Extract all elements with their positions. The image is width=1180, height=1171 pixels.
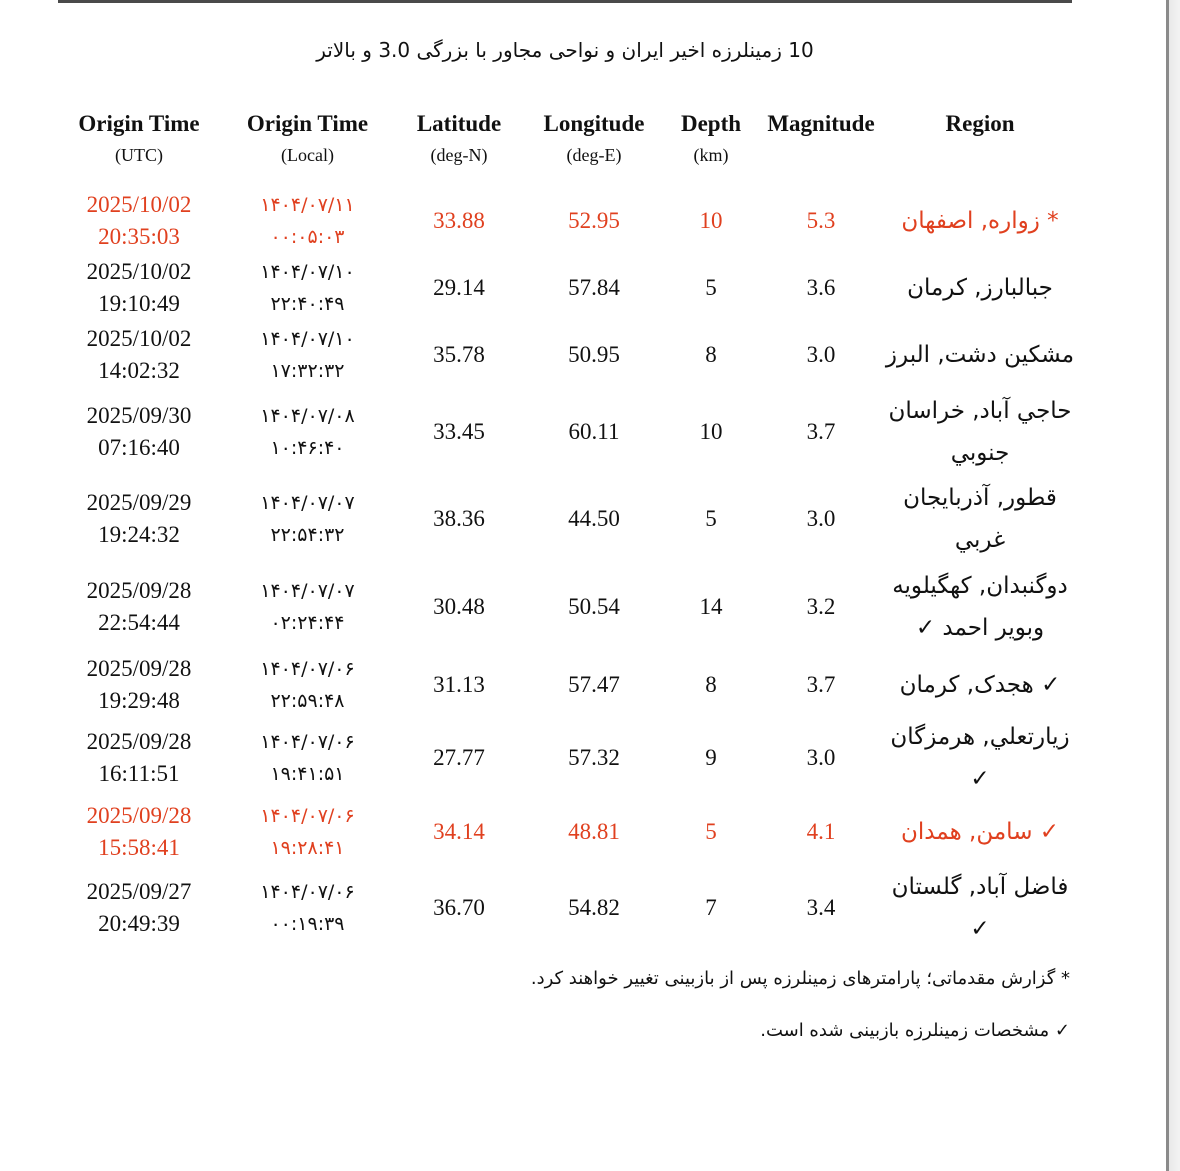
longitude-value: 54.82 bbox=[568, 895, 620, 920]
local-time: ۲۲:۴۰:۴۹ bbox=[270, 293, 345, 315]
utc-time: 16:11:51 bbox=[98, 761, 180, 786]
region-value: قطور, آذربايجان غربي bbox=[903, 485, 1057, 553]
local-time: ۲۲:۵۴:۳۲ bbox=[270, 524, 345, 546]
utc-time: 15:58:41 bbox=[98, 835, 180, 860]
header-unit: (deg-E) bbox=[566, 145, 622, 165]
cell-depth bbox=[670, 255, 752, 321]
local-date: ۱۴۰۴/۰۷/۰۶ bbox=[260, 881, 355, 903]
cell-magnitude bbox=[760, 391, 882, 473]
utc-time: 19:24:32 bbox=[98, 522, 180, 547]
table-row bbox=[0, 867, 1130, 949]
cell-magnitude bbox=[760, 799, 882, 865]
page-title: 10 زمینلرزه اخیر ایران و نواحی مجاور با بزرگی 3.0 و بالاتر bbox=[316, 38, 814, 62]
local-date: ۱۴۰۴/۰۷/۰۷ bbox=[260, 580, 355, 602]
table-row bbox=[0, 799, 1130, 865]
utc-time: 20:49:39 bbox=[98, 911, 180, 936]
cell-longitude bbox=[530, 255, 658, 321]
utc-time: 07:16:40 bbox=[98, 435, 180, 460]
cell-latitude bbox=[405, 566, 513, 648]
cell-depth bbox=[670, 322, 752, 388]
longitude-value: 50.54 bbox=[568, 594, 620, 619]
cell-origin-local bbox=[230, 255, 385, 321]
depth-value: 14 bbox=[699, 594, 723, 619]
header-unit: (UTC) bbox=[115, 145, 163, 165]
cell-magnitude bbox=[760, 322, 882, 388]
cell-magnitude bbox=[760, 566, 882, 648]
region-value: جبالبارز, کرمان bbox=[907, 275, 1053, 301]
cell-origin-utc bbox=[60, 725, 218, 791]
cell-longitude bbox=[530, 799, 658, 865]
page-edge bbox=[1160, 0, 1180, 1171]
local-time: ۲۲:۵۹:۴۸ bbox=[270, 690, 345, 712]
latitude-value: 38.36 bbox=[433, 506, 485, 531]
cell-longitude bbox=[530, 391, 658, 473]
utc-date: 2025/09/30 bbox=[86, 403, 192, 428]
depth-value: 8 bbox=[705, 672, 717, 697]
header-depth bbox=[670, 108, 752, 170]
table-row bbox=[0, 188, 1130, 254]
cell-origin-utc bbox=[60, 322, 218, 388]
depth-value: 7 bbox=[705, 895, 717, 920]
utc-date: 2025/10/02 bbox=[86, 192, 192, 217]
longitude-value: 50.95 bbox=[568, 342, 620, 367]
utc-date: 2025/09/28 bbox=[86, 729, 192, 754]
local-time: ۰۰:۰۵:۰۳ bbox=[270, 226, 345, 248]
latitude-value: 27.77 bbox=[433, 745, 485, 770]
cell-region bbox=[880, 322, 1080, 388]
header-magnitude bbox=[760, 108, 882, 140]
cell-region bbox=[880, 799, 1080, 865]
cell-origin-utc bbox=[60, 255, 218, 321]
cell-magnitude bbox=[760, 725, 882, 791]
cell-depth bbox=[670, 799, 752, 865]
local-date: ۱۴۰۴/۰۷/۰۷ bbox=[260, 492, 355, 514]
local-time: ۱۷:۳۲:۳۲ bbox=[270, 360, 345, 382]
cell-latitude bbox=[405, 652, 513, 718]
cell-latitude bbox=[405, 799, 513, 865]
cell-region bbox=[880, 566, 1080, 648]
cell-depth bbox=[670, 566, 752, 648]
region-value: زيارتعلي, هرمزگان ✓ bbox=[890, 724, 1070, 792]
footnote-reviewed: ✓ مشخصات زمینلرزه بازبینی شده است. bbox=[760, 1020, 1070, 1041]
cell-origin-utc bbox=[60, 478, 218, 560]
cell-origin-utc bbox=[60, 188, 218, 254]
longitude-value: 60.11 bbox=[568, 419, 620, 444]
cell-region bbox=[880, 478, 1080, 560]
cell-origin-utc bbox=[60, 652, 218, 718]
magnitude-value: 3.0 bbox=[806, 745, 836, 770]
latitude-value: 33.45 bbox=[433, 419, 485, 444]
header-region bbox=[880, 108, 1080, 140]
cell-origin-local bbox=[230, 322, 385, 388]
longitude-value: 57.47 bbox=[568, 672, 620, 697]
local-date: ۱۴۰۴/۰۷/۰۸ bbox=[260, 405, 355, 427]
utc-date: 2025/10/02 bbox=[86, 326, 192, 351]
header-longitude bbox=[530, 108, 658, 170]
table-row bbox=[0, 322, 1130, 388]
header-label: Region bbox=[945, 111, 1015, 136]
cell-latitude bbox=[405, 391, 513, 473]
utc-date: 2025/09/28 bbox=[86, 656, 192, 681]
cell-longitude bbox=[530, 867, 658, 949]
longitude-value: 57.32 bbox=[568, 745, 620, 770]
depth-value: 8 bbox=[705, 342, 717, 367]
magnitude-value: 3.6 bbox=[806, 275, 836, 300]
footnote-preliminary: * گزارش مقدماتی؛ پارامترهای زمینلرزه پس از بازبینی تغییر خواهند کرد. bbox=[530, 968, 1070, 989]
cell-longitude bbox=[530, 478, 658, 560]
cell-latitude bbox=[405, 255, 513, 321]
cell-origin-local bbox=[230, 188, 385, 254]
cell-longitude bbox=[530, 188, 658, 254]
utc-time: 19:10:49 bbox=[98, 291, 180, 316]
cell-magnitude bbox=[760, 188, 882, 254]
cell-longitude bbox=[530, 322, 658, 388]
latitude-value: 29.14 bbox=[433, 275, 485, 300]
cell-origin-local bbox=[230, 867, 385, 949]
cell-magnitude bbox=[760, 478, 882, 560]
latitude-value: 31.13 bbox=[433, 672, 485, 697]
cell-origin-local bbox=[230, 725, 385, 791]
cell-depth bbox=[670, 478, 752, 560]
local-date: ۱۴۰۴/۰۷/۱۰ bbox=[260, 261, 355, 283]
cell-latitude bbox=[405, 188, 513, 254]
cell-magnitude bbox=[760, 255, 882, 321]
local-date: ۱۴۰۴/۰۷/۰۶ bbox=[260, 658, 355, 680]
region-value: دوگنبدان, کهگیلویه وبویر احمد ✓ bbox=[892, 573, 1068, 641]
table-row bbox=[0, 652, 1130, 718]
latitude-value: 36.70 bbox=[433, 895, 485, 920]
utc-time: 19:29:48 bbox=[98, 688, 180, 713]
latitude-value: 33.88 bbox=[433, 208, 485, 233]
top-rule bbox=[58, 0, 1072, 3]
longitude-value: 57.84 bbox=[568, 275, 620, 300]
table-row bbox=[0, 566, 1130, 648]
table-row bbox=[0, 391, 1130, 473]
header-label: Origin Time bbox=[246, 111, 369, 136]
table-row bbox=[0, 478, 1130, 560]
header-label: Magnitude bbox=[767, 111, 875, 136]
longitude-value: 52.95 bbox=[568, 208, 620, 233]
cell-region bbox=[880, 652, 1080, 718]
cell-region bbox=[880, 188, 1080, 254]
latitude-value: 30.48 bbox=[433, 594, 485, 619]
utc-date: 2025/09/29 bbox=[86, 490, 192, 515]
latitude-value: 34.14 bbox=[433, 819, 485, 844]
magnitude-value: 3.0 bbox=[806, 342, 836, 367]
magnitude-value: 5.3 bbox=[806, 208, 836, 233]
depth-value: 10 bbox=[699, 419, 723, 444]
cell-region bbox=[880, 255, 1080, 321]
local-time: ۱۹:۲۸:۴۱ bbox=[270, 837, 345, 859]
local-time: ۰۰:۱۹:۳۹ bbox=[270, 913, 345, 935]
cell-origin-utc bbox=[60, 867, 218, 949]
utc-time: 20:35:03 bbox=[98, 224, 180, 249]
utc-time: 22:54:44 bbox=[98, 610, 180, 635]
utc-date: 2025/09/28 bbox=[86, 578, 192, 603]
header-latitude bbox=[405, 108, 513, 170]
cell-origin-utc bbox=[60, 566, 218, 648]
cell-depth bbox=[670, 725, 752, 791]
cell-region bbox=[880, 867, 1080, 949]
cell-depth bbox=[670, 391, 752, 473]
header-label: Longitude bbox=[543, 111, 645, 136]
depth-value: 9 bbox=[705, 745, 717, 770]
depth-value: 5 bbox=[705, 819, 717, 844]
cell-latitude bbox=[405, 725, 513, 791]
header-unit: (Local) bbox=[281, 145, 334, 165]
magnitude-value: 3.2 bbox=[806, 594, 836, 619]
cell-origin-local bbox=[230, 652, 385, 718]
utc-time: 14:02:32 bbox=[98, 358, 180, 383]
magnitude-value: 4.1 bbox=[806, 819, 836, 844]
depth-value: 5 bbox=[705, 506, 717, 531]
magnitude-value: 3.4 bbox=[806, 895, 836, 920]
region-value: حاجي آباد, خراسان جنوبي bbox=[888, 398, 1072, 466]
local-time: ۱۹:۴۱:۵۱ bbox=[270, 763, 345, 785]
header-origin-time-local bbox=[230, 108, 385, 170]
magnitude-value: 3.7 bbox=[806, 672, 836, 697]
depth-value: 5 bbox=[705, 275, 717, 300]
cell-region bbox=[880, 391, 1080, 473]
utc-date: 2025/10/02 bbox=[86, 259, 192, 284]
cell-origin-local bbox=[230, 799, 385, 865]
local-time: ۱۰:۴۶:۴۰ bbox=[270, 437, 345, 459]
cell-magnitude bbox=[760, 652, 882, 718]
magnitude-value: 3.0 bbox=[806, 506, 836, 531]
latitude-value: 35.78 bbox=[433, 342, 485, 367]
cell-magnitude bbox=[760, 867, 882, 949]
table-row bbox=[0, 725, 1130, 791]
header-origin-time-utc bbox=[60, 108, 218, 170]
local-date: ۱۴۰۴/۰۷/۱۱ bbox=[260, 194, 355, 216]
cell-depth bbox=[670, 867, 752, 949]
header-unit: (deg-N) bbox=[430, 145, 488, 165]
region-value: مشکین دشت, البرز bbox=[885, 342, 1075, 368]
cell-latitude bbox=[405, 322, 513, 388]
region-value: * زواره, اصفهان bbox=[901, 208, 1059, 234]
cell-latitude bbox=[405, 867, 513, 949]
region-value: ✓ سامن, همدان bbox=[900, 819, 1060, 845]
local-date: ۱۴۰۴/۰۷/۰۶ bbox=[260, 731, 355, 753]
local-date: ۱۴۰۴/۰۷/۱۰ bbox=[260, 328, 355, 350]
cell-origin-utc bbox=[60, 391, 218, 473]
cell-depth bbox=[670, 652, 752, 718]
longitude-value: 44.50 bbox=[568, 506, 620, 531]
cell-longitude bbox=[530, 652, 658, 718]
depth-value: 10 bbox=[699, 208, 723, 233]
cell-origin-local bbox=[230, 391, 385, 473]
cell-longitude bbox=[530, 566, 658, 648]
local-time: ۰۲:۲۴:۴۴ bbox=[270, 612, 345, 634]
header-unit: (km) bbox=[693, 145, 729, 165]
header-label: Depth bbox=[680, 111, 742, 136]
header-label: Latitude bbox=[416, 111, 502, 136]
local-date: ۱۴۰۴/۰۷/۰۶ bbox=[260, 805, 355, 827]
cell-longitude bbox=[530, 725, 658, 791]
cell-latitude bbox=[405, 478, 513, 560]
utc-date: 2025/09/28 bbox=[86, 803, 192, 828]
cell-origin-local bbox=[230, 478, 385, 560]
cell-depth bbox=[670, 188, 752, 254]
region-value: فاضل آباد, گلستان ✓ bbox=[891, 874, 1069, 942]
region-value: ✓ هجدک, کرمان bbox=[899, 672, 1061, 698]
cell-origin-utc bbox=[60, 799, 218, 865]
table-row bbox=[0, 255, 1130, 321]
utc-date: 2025/09/27 bbox=[86, 879, 192, 904]
cell-origin-local bbox=[230, 566, 385, 648]
cell-region bbox=[880, 725, 1080, 791]
header-label: Origin Time bbox=[78, 111, 200, 136]
magnitude-value: 3.7 bbox=[806, 419, 836, 444]
longitude-value: 48.81 bbox=[568, 819, 620, 844]
